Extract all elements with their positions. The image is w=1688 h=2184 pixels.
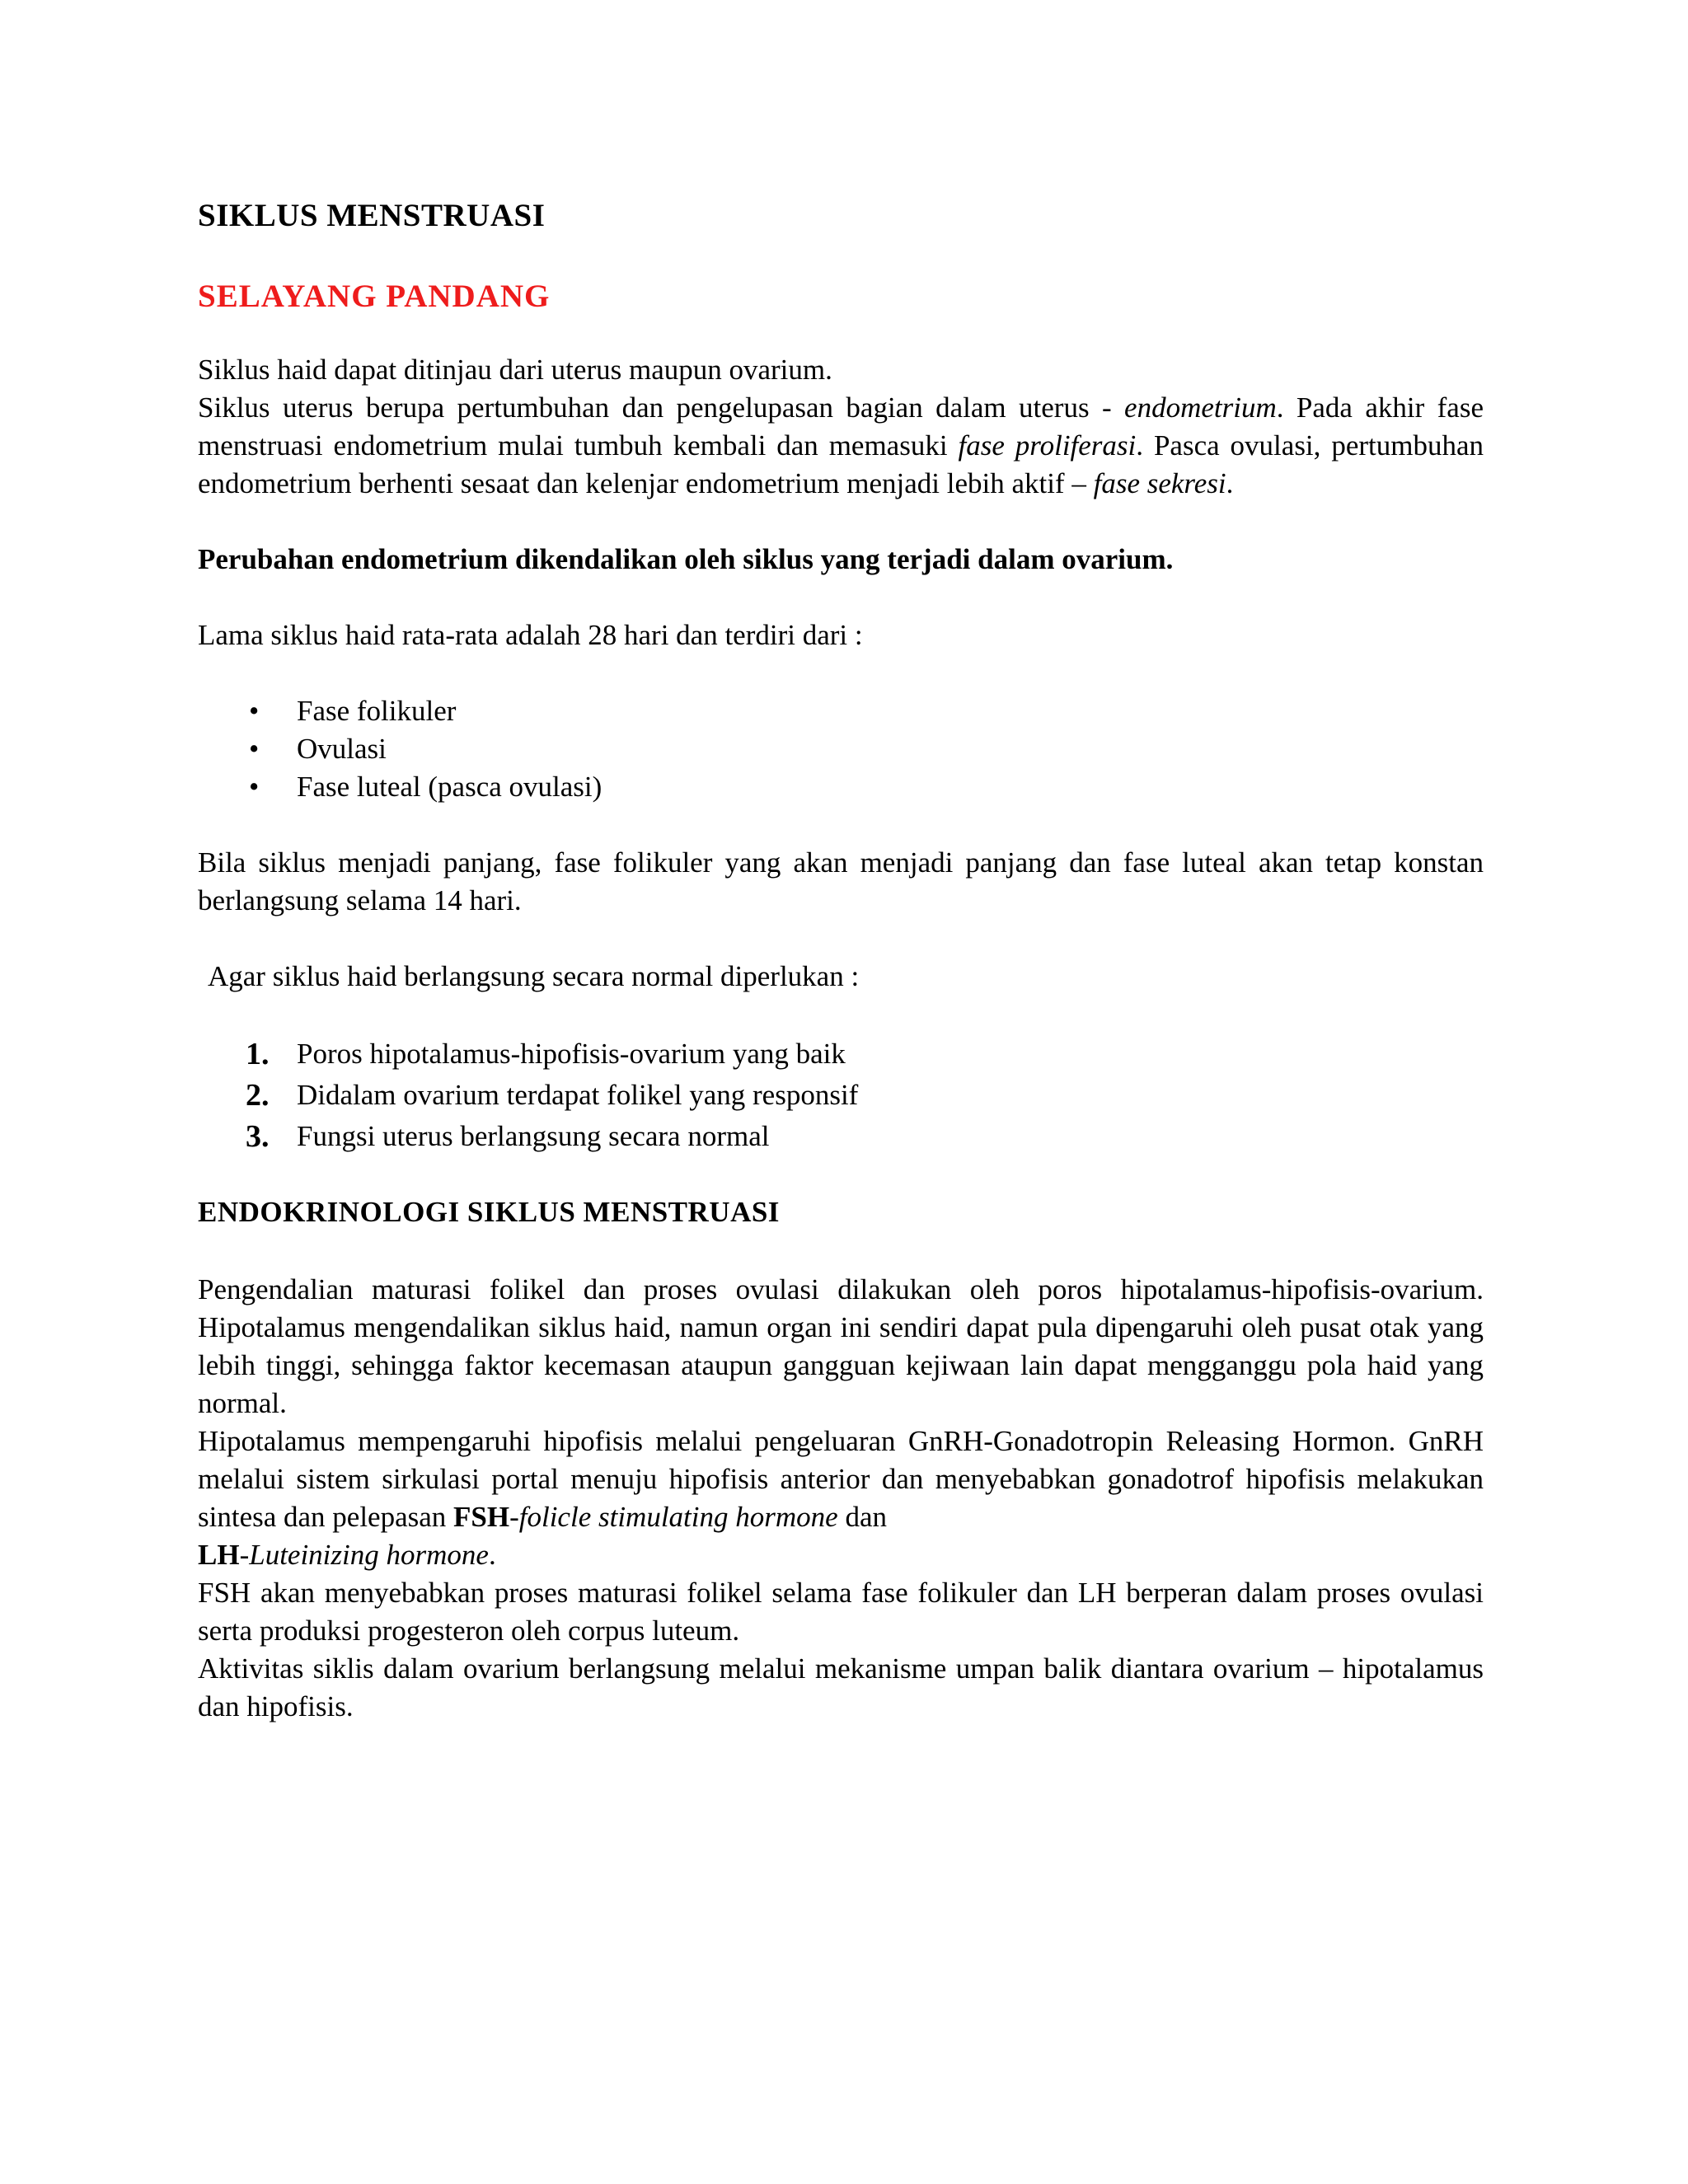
paragraph-endocrinology-text-4: Aktivitas siklis dalam ovarium berlangsung melalui mekanisme umpan balik diantara ovarium – hipotalamus dan hipofisis. <box>198 1652 1484 1722</box>
paragraph-endocrinology-text-2a: Hipotalamus mempengaruhi hipofisis melalui pengeluaran GnRH-Gonadotropin Releasing Hormon. GnRH melalui sistem sirkulasi portal menuju hipofisis anterior dan menyebabkan gonadotrof hipofisis melakukan sintesa dan pelepasan <box>198 1425 1484 1533</box>
list-item-text: Fase folikuler <box>297 695 457 727</box>
document-body <box>198 194 1484 1726</box>
list-item <box>198 1033 1484 1075</box>
paragraph-endocrinology-text-2d: . <box>488 1539 496 1571</box>
page-title: SIKLUS MENSTRUASI <box>198 198 546 233</box>
paragraph-endocrinology-text-3: FSH akan menyebabkan proses maturasi folikel selama fase folikuler dan LH berperan dalam proses ovulasi serta produksi progesteron oleh corpus luteum. <box>198 1577 1484 1647</box>
numbered-list-intro: Agar siklus haid berlangsung secara normal diperlukan : <box>208 960 860 992</box>
list-item <box>198 692 1484 730</box>
term-endometrium: endometrium <box>1124 391 1277 424</box>
paragraph-uterus-text-a: Siklus uterus berupa pertumbuhan dan pengelupasan bagian dalam uterus - <box>198 391 1125 424</box>
paragraph-intro-text: Siklus haid dapat ditinjau dari uterus maupun ovarium. <box>198 354 832 386</box>
bullet-icon: • <box>249 733 260 765</box>
list-item-text: Fase luteal (pasca ovulasi) <box>297 771 603 803</box>
list-number: 3. <box>246 1119 270 1154</box>
term-lh: LH <box>198 1539 240 1571</box>
list-item <box>198 768 1484 806</box>
list-item-text: Poros hipotalamus-hipofisis-ovarium yang baik <box>297 1038 846 1070</box>
requirements-numbered-list <box>198 1033 1484 1157</box>
term-fsh: FSH <box>453 1501 510 1533</box>
paragraph-cycle-length: Bila siklus menjadi panjang, fase folikuler yang akan menjadi panjang dan fase luteal akan tetap konstan berlangsung selama 14 hari. <box>198 846 1484 916</box>
bold-statement: Perubahan endometrium dikendalikan oleh siklus yang terjadi dalam ovarium. <box>198 543 1174 575</box>
paragraph-endocrinology <box>198 1271 1484 1726</box>
term-fase-proliferasi: fase proliferasi <box>958 429 1137 462</box>
paragraph-uterus-text-b: . Pada akhir fase menstruasi endometrium mulai tumbuh kembali dan memasuki <box>198 391 1484 462</box>
list-intro: Lama siklus haid rata-rata adalah 28 hari dan terdiri dari : <box>198 619 863 651</box>
section-heading-selayang-pandang: SELAYANG PANDANG <box>198 279 551 314</box>
section-heading-endokrinologi: ENDOKRINOLOGI SIKLUS MENSTRUASI <box>198 1196 780 1228</box>
paragraph-uterus-text-c: . Pasca ovulasi, pertumbuhan endometrium berhenti sesaat dan kelenjar endometrium menjadi lebih aktif – <box>198 429 1484 499</box>
term-fase-sekresi: fase sekresi <box>1093 467 1226 499</box>
paragraph-endocrinology-text-1: Pengendalian maturasi folikel dan proses ovulasi dilakukan oleh poros hipotalamus-hipofisis-ovarium. Hipotalamus mengendalikan siklus haid, namun organ ini sendiri dapat pula dipengaruhi oleh pusat otak yang lebih tinggi, sehingga faktor kecemasan ataupun gangguan kejiwaan lain dapat mengganggu pola haid yang normal. <box>198 1273 1484 1419</box>
list-number: 2. <box>246 1078 270 1113</box>
phase-bullet-list <box>198 692 1484 806</box>
list-item-text: Fungsi uterus berlangsung secara normal <box>297 1120 770 1152</box>
paragraph-intro <box>198 351 1484 503</box>
list-item <box>198 1116 1484 1157</box>
paragraph-endocrinology-text-2c: dan <box>837 1501 887 1533</box>
paragraph-uterus-text-d: . <box>1226 467 1234 499</box>
bullet-icon: • <box>249 771 260 803</box>
term-lh-full: -Luteinizing hormone <box>239 1539 489 1571</box>
list-item <box>198 1075 1484 1116</box>
term-fsh-full: -folicle stimulating hormone <box>509 1501 838 1533</box>
list-item-text: Didalam ovarium terdapat folikel yang responsif <box>297 1079 859 1111</box>
bullet-icon: • <box>249 695 260 727</box>
list-item <box>198 730 1484 768</box>
list-item-text: Ovulasi <box>297 733 387 765</box>
list-number: 1. <box>246 1037 270 1071</box>
